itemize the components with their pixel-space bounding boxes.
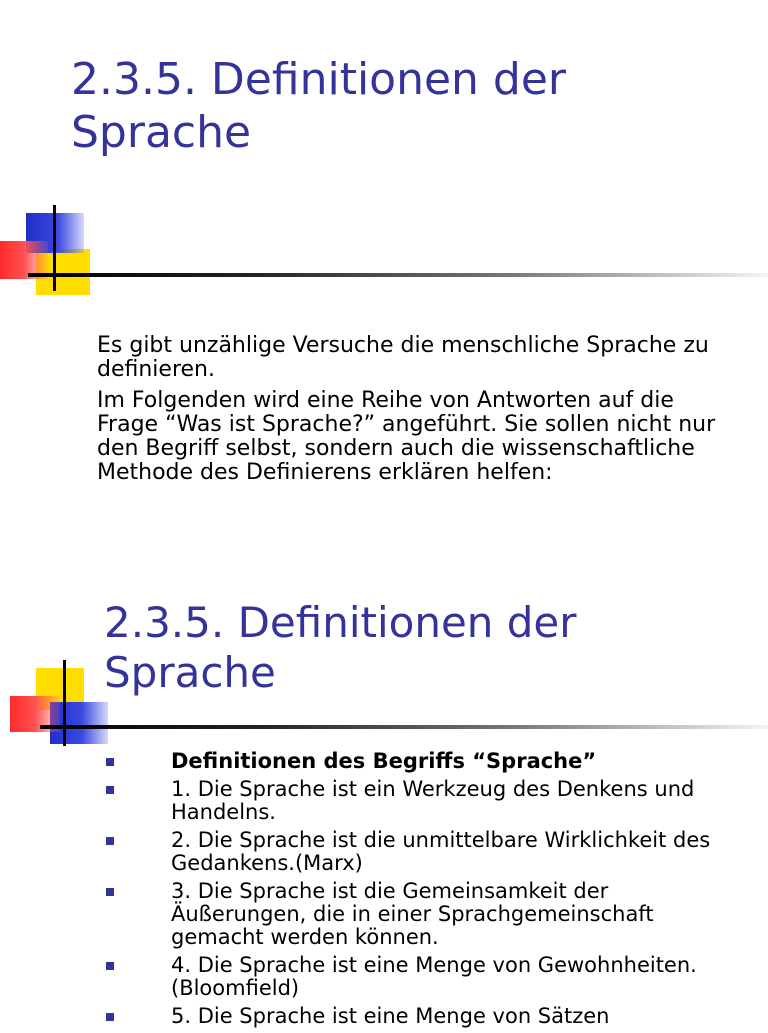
slide-1-title-line-1: 2.3.5. Definitionen der bbox=[71, 54, 567, 105]
bullet-icon bbox=[106, 758, 114, 766]
list-item-text: 3. Die Sprache ist die Gemeinsamkeit der Äußerungen, die in einer Sprachgemeinschaft gemacht werden können. bbox=[171, 879, 654, 949]
list-item-text: 4. Die Sprache ist eine Menge von Gewohnheiten. (Bloomfield) bbox=[171, 953, 697, 1000]
slide-2-title bbox=[104, 598, 577, 699]
list-item bbox=[0, 880, 768, 949]
slide-2-title-line-2: Sprache bbox=[104, 648, 276, 698]
slide-1-body bbox=[97, 334, 717, 492]
slide-1-decoration bbox=[0, 205, 100, 295]
bullet-icon bbox=[106, 837, 114, 845]
slide-2-title-line-1: 2.3.5. Definitionen der bbox=[104, 598, 577, 647]
list-item-text: 1. Die Sprache ist ein Werkzeug des Denkens und Handelns. bbox=[171, 777, 695, 824]
slide-2-bullet-list bbox=[0, 750, 768, 1033]
bullet-icon bbox=[106, 786, 114, 794]
slide-2-title-rule bbox=[40, 725, 768, 729]
list-item bbox=[0, 1005, 768, 1028]
vertical-line bbox=[53, 205, 56, 291]
list-item-text: 2. Die Sprache ist die unmittelbare Wirklichkeit des Gedankens.(Marx) bbox=[171, 828, 711, 875]
bullet-icon bbox=[106, 888, 114, 896]
list-item bbox=[0, 829, 768, 875]
list-item bbox=[0, 778, 768, 824]
slide-1-title bbox=[71, 54, 566, 160]
bullet-icon bbox=[106, 1013, 114, 1021]
slide-1-title-rule bbox=[28, 273, 768, 277]
slide-1-paragraph-1: Es gibt unzählige Versuche die menschliche Sprache zu definieren. bbox=[97, 333, 709, 382]
vertical-line bbox=[63, 660, 66, 746]
slide-2-decoration bbox=[10, 660, 110, 750]
list-item-text: Definitionen des Begriffs “Sprache” bbox=[171, 749, 597, 773]
bullet-icon bbox=[106, 962, 114, 970]
slide-1-title-line-2: Sprache bbox=[71, 106, 252, 158]
list-item bbox=[0, 954, 768, 1000]
list-item-text: 5. Die Sprache ist eine Menge von Sätzen bbox=[171, 1004, 610, 1028]
slide-1-paragraph-2: Im Folgenden wird eine Reihe von Antworten auf die Frage “Was ist Sprache?” angeführt. Sie sollen nicht nur den Begriff selbst, sondern auch die wissenschaftliche Methode des Definierens erklären helfen: bbox=[97, 388, 716, 485]
list-item bbox=[0, 750, 768, 773]
